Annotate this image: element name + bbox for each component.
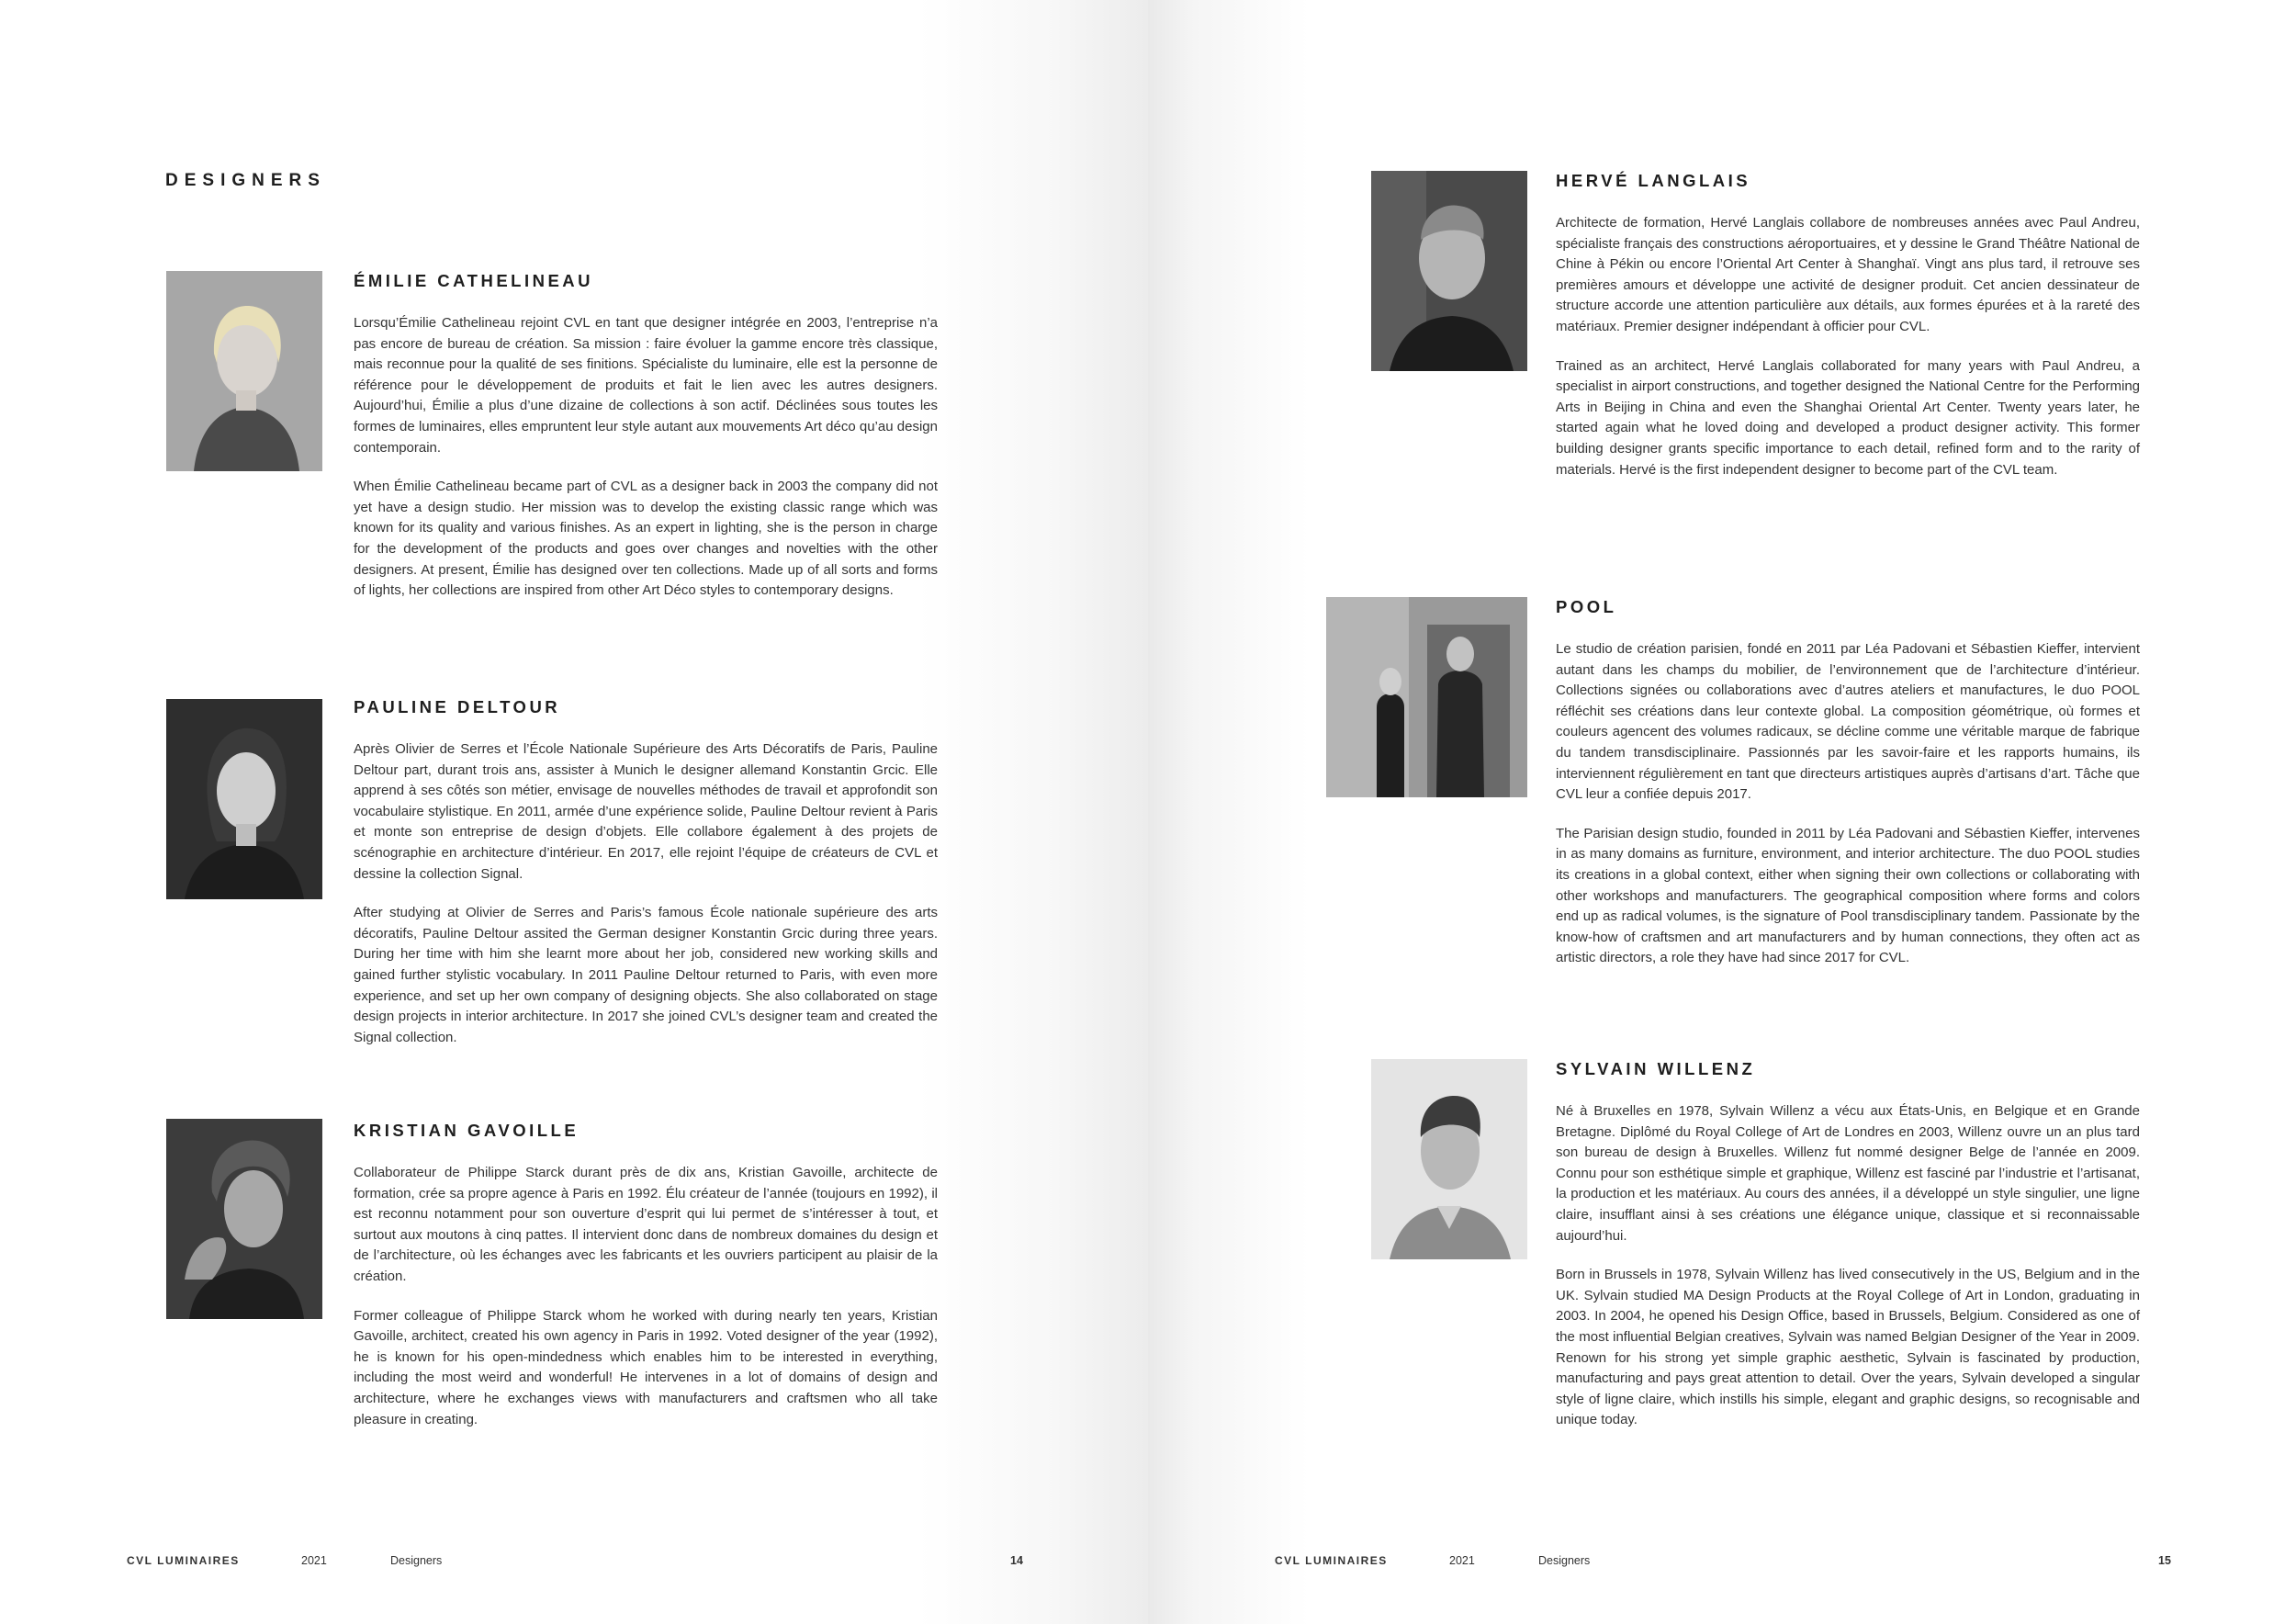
bio-english: The Parisian design studio, founded in 2011 by Léa Padovani and Sébastien Kieffer, intervenes in as many domains as furniture, environment, and interior architecture. The duo POOL studies its creations in a global context, either when signing their own collections or collaborating with other workshops and manufacturers. The geographical composition where forms and colors end up as radical volumes, is the signature of Pool transdisciplinary tandem. Passionate by the know-how of craftsmen and art manufacturers and by human connections, they often act as artistic directors, a role they have had since 2017 for CVL. [1556,825,2140,966]
portrait-photo [166,271,322,471]
footer-brand: CVL LUMINAIRES [1275,1554,1388,1567]
designer-name: ÉMILIE CATHELINEAU [354,271,594,290]
footer-section: Designers [1538,1554,1591,1567]
bio-english: Born in Brussels in 1978, Sylvain Willenz has lived consecutively in the US, Belgium and in the UK. Sylvain studied MA Design Products at the Royal College of Art in London, graduating in 2003. In 2004, he opened his Design Office, based in Brussels, Belgium. Considered as one of the most influential Belgian creatives, Sylvain was named Belgian Designer of the Year in 2009. Renown for his strong yet simple graphic aesthetic, Sylvain is fascinated by production, manufacturing and pays great attention to detail. Over the years, Sylvain developed a singular style of ligne claire, which instills his simple, elegant and graphic designs, so recognisable and unique today. [1556,1267,2140,1428]
footer-section: Designers [390,1554,443,1567]
section-title: DESIGNERS [165,171,326,190]
page-number: 15 [2158,1554,2171,1567]
designer-name: SYLVAIN WILLENZ [1556,1059,1756,1078]
portrait-photo [1326,597,1527,797]
bio-english: When Émilie Cathelineau became part of CVL as a designer back in 2003 the company did not yet have a design studio. Her mission was to develop the existing classic range which was known for its quality and various finishes. As an expert in lighting, she is the person in charge for the development of the products and goes over changes and novelties with the other designers. At present, Émilie has designed over ten collections. Made up of all sorts and forms of lights, her collections are inspired from other Art Déco styles to contemporary designs. [354,479,938,599]
footer-year: 2021 [301,1554,327,1567]
designer-info [1556,1059,2140,1449]
bio-french: Collaborateur de Philippe Starck durant près de dix ans, Kristian Gavoille, architecte de formation, crée sa propre agence à Paris en 1992. Élu créateur de l’année (toujours en 1992), il est reconnu notamment pour son ouverture d’esprit qui lui permet de s’intéresser à tout, et surtout aux moutons à cinq pattes. Il intervient donc dans de nombreux domaines du design et de l’architecture, où les échanges avec les fabricants et les ouvriers participent au plaisir de la création. [354,1165,938,1284]
bio-english: After studying at Olivier de Serres and Paris’s famous École nationale supérieure des arts décoratifs, Pauline Deltour assited the German designer Konstantin Grcic during three years. During her time with him she learnt more about her job, considered new working skills and gained further stylistic vocabulary. In 2011 Pauline Deltour returned to Paris, with even more experience, and set up her own company of designing objects. She also collaborated on stage design projects in interior architecture. In 2017 she joined CVL’s designer team and created the Signal collection. [354,905,938,1045]
bio-french: Le studio de création parisien, fondé en 2011 par Léa Padovani et Sébastien Kieffer, intervient autant dans les champs du mobilier, de l’environnement que de l’architecture d’intérieur. Collections signées ou collaborations avec d’autres ateliers et manufactures, le duo POOL réfléchit ses créations dans leur contexte global. La composition géométrique, où formes et couleurs agencent des volumes radicaux, se décline comme une véritable marque de fabrique du tandem transdisciplinaire. Passionnés par les savoir-faire et les rapports humains, ils interviennent régulièrement en tant que directeurs artistiques auprès d’artisans d’art. Tâche que CVL leur a confiée depuis 2017. [1556,641,2140,803]
portrait-photo [166,1119,322,1319]
designer-name: KRISTIAN GAVOILLE [354,1121,580,1140]
bio-english: Former colleague of Philippe Starck whom he worked with during nearly ten years, Kristian Gavoille, architect, created his own agency in Paris in 1992. Voted designer of the year (1992), he is known for his open-mindedness which enables him to be interested in everything, including the most weird and wonderful! He intervenes in a lot of domains of design and architecture, where he exchanges views with manufacturers and craftsmen who all take pleasure in creating. [354,1307,938,1427]
designer-name: PAULINE DELTOUR [354,697,561,716]
bio-french: Architecte de formation, Hervé Langlais collabore de nombreuses années avec Paul Andreu, spécialiste français des constructions aéroportuaires, et y dessine le Grand Théâtre National de Chine à Pékin ou encore l’Oriental Art Center à Shanghaï. Vingt ans plus tard, il retrouve ses premières amours et développe une activité de designer produit. Cet ancien dessinateur de structure accorde une attention particulière aux détails, aux formes épurées et à la rareté des matériaux. Premier designer indépendant à officier pour CVL. [1556,215,2140,334]
page-number: 14 [1010,1554,1023,1567]
bio-french: Lorsqu’Émilie Cathelineau rejoint CVL en tant que designer intégrée en 2003, l’entreprise n’a pas encore de bureau de création. Sa mission : faire évoluer la gamme encore très classique, mais reconnue pour la qualité de ses finitions. Spécialiste du luminaire, elle est la personne de référence pour le développement de produits et fait le lien avec les autres designers. Aujourd’hui, Émilie a plus d’une dizaine de collections à son actif. Déclinées sous toutes les formes de luminaires, elles empruntent leur style autant aux mouvements Art déco qu’au design contemporain. [354,315,938,456]
designer-info [354,1121,938,1449]
footer-brand: CVL LUMINAIRES [127,1554,240,1567]
portrait-photo [1371,1059,1527,1259]
portrait-photo [166,699,322,899]
bio-french: Après Olivier de Serres et l’École Nationale Supérieure des Arts Décoratifs de Paris, Pauline Deltour part, durant trois ans, assister à Munich le designer allemand Konstantin Grcic. Elle apprend à ses côtés son métier, envisage de nouvelles méthodes de travail et approfondit son vocabulaire stylistique. En 2011, armée d’une expérience solide, Pauline Deltour revient à Paris et monte son entreprise de design d’objets. Elle collabore également à des projets de scénographie en architecture d’intérieur. En 2017, elle rejoint l’équipe de créateurs de CVL et dessine la collection Signal. [354,741,938,882]
designer-info [1556,597,2140,987]
page-right [1148,0,2296,1624]
designer-name: HERVÉ LANGLAIS [1556,171,1751,190]
designer-info [354,271,938,620]
bio-french: Né à Bruxelles en 1978, Sylvain Willenz a vécu aux États-Unis, en Belgique et en Grande Bretagne. Diplômé du Royal College of Art de Londres en 2003, Willenz ouvre un an plus tard son bureau de design à Bruxelles. Willenz fut nommé designer Belge de l’année en 2009. Connu pour son esthétique simple et graphique, Willenz est fasciné par l’industrie et l’artisanat, la production et les matériaux. Au cours des années, il a développé un style singulier, une ligne claire, insufflant ainsi à ses créations une élégance unique, classique et si reconnaissable aujourd’hui. [1556,1103,2140,1244]
footer-year: 2021 [1449,1554,1475,1567]
designer-name: POOL [1556,597,1617,616]
designer-info [354,697,938,1066]
designer-info [1556,171,2140,499]
portrait-photo [1371,171,1527,371]
bio-english: Trained as an architect, Hervé Langlais collaborated for many years with Paul Andreu, a specialist in airport constructions, and together designed the National Centre for the Performing Arts in Beijing in China and even the Shanghai Oriental Art Center. Twenty years later, he started again what he loved doing and developed a product designer activity. This former building designer grants specific importance to each detail, refined form and to the rarity of materials. Hervé is the first independent designer to become part of the CVL team. [1556,357,2140,478]
